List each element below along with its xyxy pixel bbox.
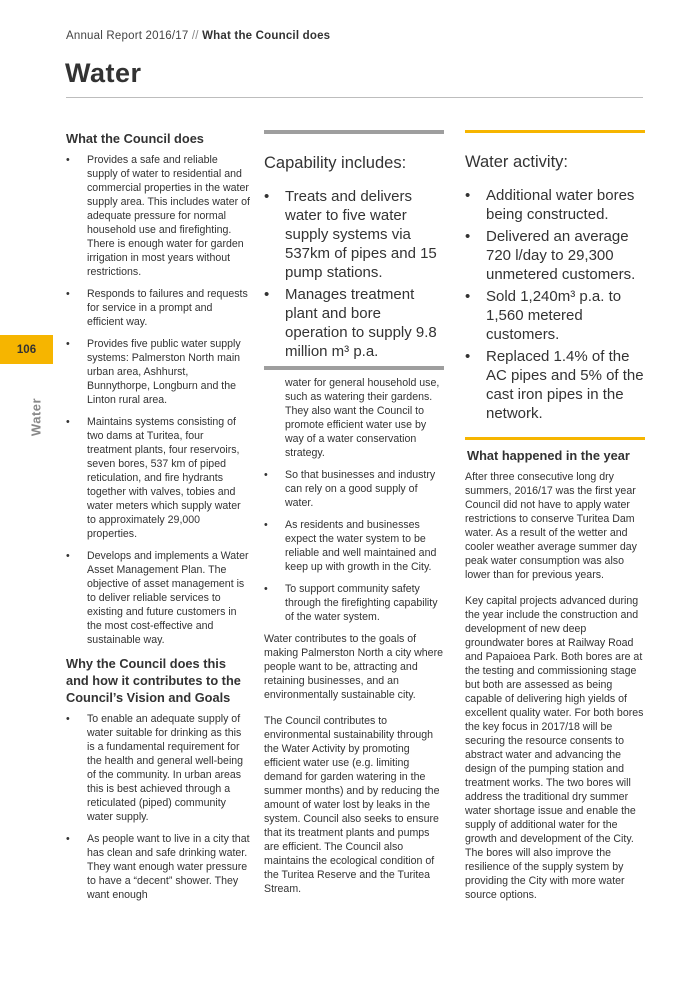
list-item: • Develops and implements a Water Asset Management Plan. The objective of asset management is to deliver reliable services to existing and future customers in the most cost-effective and sustainable way. bbox=[66, 550, 249, 646]
bullet-icon: • bbox=[264, 583, 268, 595]
header-separator: // bbox=[191, 30, 199, 42]
bullet-icon: • bbox=[66, 833, 70, 845]
activity-bottom-rule bbox=[465, 437, 645, 440]
list-item: • As residents and businesses expect the water system to be reliable and well maintained and keep up with growth in the City. bbox=[264, 519, 437, 573]
paragraph-dry-summers: After three consecutive long dry summers, 2016/17 was the first year Council did not have to apply water restrictions to conserve Turitea Dam water. As a result of the wetter and cooler weather average summer day peak water consumption was also lower than for previous years. bbox=[465, 471, 637, 581]
bullet-icon: • bbox=[264, 188, 270, 205]
column-middle bbox=[264, 376, 446, 908]
activity-list bbox=[465, 186, 645, 423]
running-header bbox=[66, 30, 330, 42]
list-item: • Provides a safe and reliable supply of water to residential and commercial properties in the water supply area. This includes water of adequate pressure for normal household use and firefighting. There is enough water for garden irrigation in most years without restrictions. bbox=[66, 154, 250, 278]
list-item: • As people want to live in a city that has clean and safe drinking water. They want enough water pressure to have a “decent” shower. They want enough bbox=[66, 833, 250, 901]
list-why-council-does-this bbox=[66, 712, 250, 902]
bullet-icon: • bbox=[66, 288, 70, 300]
side-section-label: Water bbox=[28, 397, 44, 437]
list-item: • Maintains systems consisting of two dams at Turitea, four treatment plants, four reservoirs, seven bores, 537 km of piped reticulation, and fire hydrants together with valves, tobies and water meters which supply water to approximately 29,000 properties. bbox=[66, 416, 241, 540]
list-item: • Provides five public water supply systems: Palmerston North main urban area, Ashhurst, Bunnythorpe, Longburn and the Linton rural area. bbox=[66, 338, 241, 406]
bullet-icon: • bbox=[465, 348, 471, 365]
column-left bbox=[66, 130, 250, 910]
activity-top-rule bbox=[465, 130, 645, 133]
bullet-icon: • bbox=[66, 154, 70, 166]
bullet-icon: • bbox=[465, 187, 471, 204]
capability-title: Capability includes: bbox=[264, 154, 407, 172]
list-item: • To support community safety through the firefighting capability of the water system. bbox=[264, 583, 438, 623]
capability-top-rule bbox=[264, 130, 444, 134]
list-item: • So that businesses and industry can rely on a good supply of water. bbox=[264, 469, 436, 509]
capability-list bbox=[264, 187, 444, 361]
bullet-icon: • bbox=[465, 288, 471, 305]
bullet-icon: • bbox=[264, 519, 268, 531]
bullet-icon: • bbox=[66, 416, 70, 428]
bullet-icon: • bbox=[465, 228, 471, 245]
list-item: • Treats and delivers water to five water supply systems via 537km of pipes and 15 pump stations. bbox=[264, 188, 437, 281]
column-right bbox=[465, 470, 645, 914]
title-divider bbox=[66, 97, 643, 98]
bullet-icon: • bbox=[66, 550, 70, 562]
list-item: • Sold 1,240m³ p.a. to 1,560 metered customers. bbox=[465, 288, 622, 343]
list-item: • Manages treatment plant and bore operation to supply 9.8 million m³ p.a. bbox=[264, 286, 437, 360]
list-what-council-does bbox=[66, 153, 250, 647]
list-item: • Delivered an average 720 l/day to 29,300 unmetered customers. bbox=[465, 228, 636, 283]
paragraph-sustainability: The Council contributes to environmental sustainability through the Water Activity by promoting efficient water use (e.g. limiting demand for garden watering in the summer months) and by reducing the amount of water lost by leaks in the system. Council also seeks to ensure that its treatment plants and pumps are efficient. The Council also maintains the ecological condition of the Turitea Reserve and the Turitea Stream. bbox=[264, 715, 440, 895]
bullet-icon: • bbox=[66, 338, 70, 350]
heading-what-council-does: What the Council does bbox=[66, 131, 204, 146]
paragraph-goals: Water contributes to the goals of making Palmerston North a city where people want to be, attracting and retaining businesses, and an environmentally sustainable city. bbox=[264, 633, 443, 701]
activity-title: Water activity: bbox=[465, 153, 568, 171]
continued-bullet-text: water for general household use, such as watering their gardens. They also want the Council to promote efficient water use by way of a water conservation strategy. bbox=[285, 377, 440, 459]
heading-why-council-does-this: Why the Council does this and how it contributes to the Council’s Vision and Goals bbox=[66, 656, 241, 705]
bullet-icon: • bbox=[264, 286, 270, 303]
list-item: • Responds to failures and requests for service in a prompt and efficient way. bbox=[66, 288, 248, 328]
page-number: 106 bbox=[16, 343, 37, 356]
water-activity-callout bbox=[465, 130, 645, 426]
page-title: Water bbox=[65, 58, 142, 88]
list-item: • Additional water bores being constructed. bbox=[465, 187, 635, 223]
header-section: What the Council does bbox=[202, 30, 331, 42]
list-item: • To enable an adequate supply of water suitable for drinking as this is a fundamental requirement for the health and general well-being of the community. In urban areas this is best achieved through a reticulated (piped) community water supply. bbox=[66, 713, 244, 823]
capability-callout bbox=[264, 130, 444, 364]
heading-what-happened: What happened in the year bbox=[467, 448, 630, 463]
list-item: • Replaced 1.4% of the AC pipes and 5% of the cast iron pipes in the network. bbox=[465, 348, 644, 422]
header-report: Annual Report 2016/17 bbox=[66, 30, 189, 42]
paragraph-capital-projects: Key capital projects advanced during the year include the construction and development of new deep groundwater bores at Railway Road and Papaioea Park. Both bores are at the testing and commissioning stage but both are assessed as being capable of delivering high yields of excellent quality water. For both bores the key focus in 2017/18 will be securing the resource consents to abstract water and advancing the design of the pumping station and treatment works. The two bores will address the traditional dry summer water shortage issue and enable the supply of additional water for the growth and development of the City. The bores will also improve the resilience of the supply system by providing the City with more water source options. bbox=[465, 595, 644, 901]
bullet-icon: • bbox=[66, 713, 70, 725]
list-reasons bbox=[264, 468, 446, 624]
capability-bottom-rule bbox=[264, 366, 444, 370]
bullet-icon: • bbox=[264, 469, 268, 481]
page-number-tab bbox=[0, 335, 53, 364]
